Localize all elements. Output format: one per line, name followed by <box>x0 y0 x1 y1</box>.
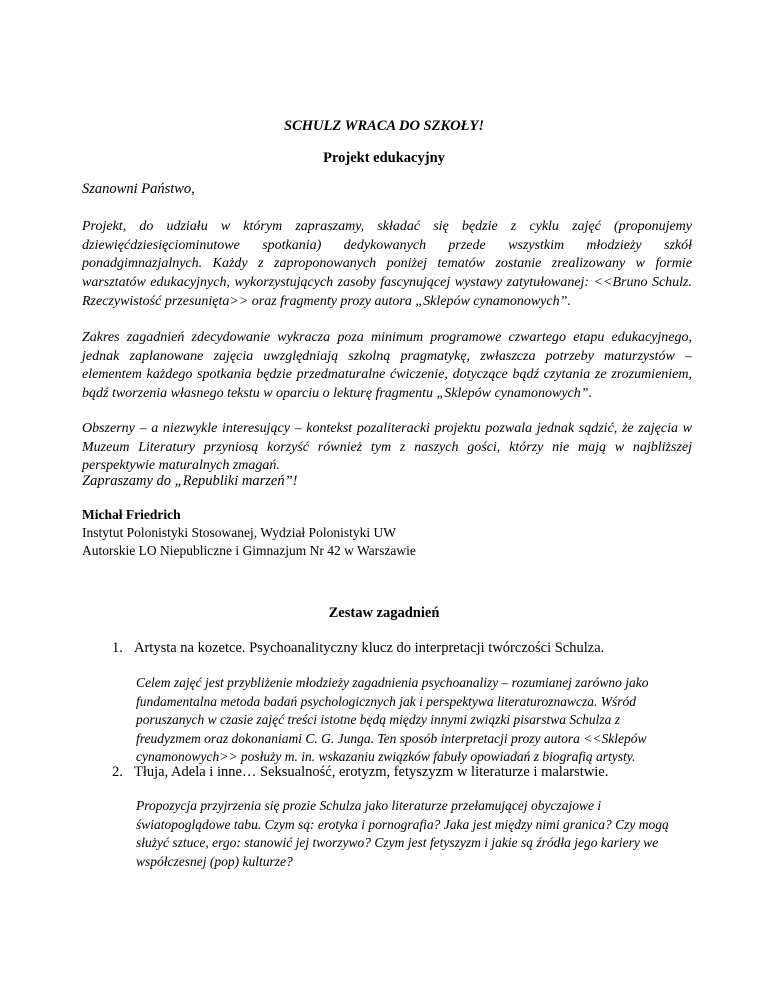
topic-number: 2. <box>112 764 123 780</box>
intro-paragraph-3: Obszerny – a niezwykle interesujący – kontekst pozaliteracki projektu pozwala jednak sądzić, że zajęcia w Muzeum Literatury przyniosą korzyść również tym z naszych gości, którzy nie mają w najbliższej perspektywie maturalnych zmagań. <box>82 421 692 474</box>
topic-item-1 <box>112 640 604 657</box>
signature-affiliation-1: Instytut Polonistyki Stosowanej, Wydział Polonistyki UW <box>82 525 396 540</box>
topics-heading: Zestaw zagadnień <box>328 605 440 621</box>
topic-title: Artysta na kozetce. Psychoanalityczny klucz do interpretacji twórczości Schulza. <box>134 640 605 656</box>
intro-paragraph-2: Zakres zagadnień zdecydowanie wykracza poza minimum programowe czwartego etapu edukacyjnego, jednak zaplanowane zajęcia uwzględniają szkolną pragmatykę, zwłaszcza potrzeby maturzystów – elementem każdego spotkania będzie przedmaturalne ćwiczenie, dotyczące bądź czytania ze zrozumieniem, bądź tworzenia własnego tekstu w oparciu o lekturę fragmentu „Sklepów cynamonowych”. <box>82 330 692 402</box>
document-title: SCHULZ WRACA DO SZKOŁY! <box>284 118 484 134</box>
document-subtitle: Projekt edukacyjny <box>323 150 445 166</box>
signature-affiliation-2: Autorskie LO Niepubliczne i Gimnazjum Nr 42 w Warszawie <box>82 543 416 558</box>
intro-paragraph-1: Projekt, do udziału w którym zapraszamy, składać się będzie z cyklu zajęć (proponujemy dziewięćdziesięciominutowe spotkania) dedykowanych przede wszystkim młodzieży szkół ponadgimnazjalnych. Każdy z zaproponowanych poniżej tematów zostanie zrealizowany w formie warsztatów edukacyjnych, wykorzystujących zasoby fascynującej wystawy zatytułowanej: <<Bruno Schulz. Rzeczywistość przesunięta>> oraz fragmenty prozy autora „Sklepów cynamonowych”. <box>82 219 692 309</box>
signature-block <box>82 506 416 560</box>
topic-title: Tłuja, Adela i inne… Seksualność, erotyzm, fetyszyzm w literaturze i malarstwie. <box>134 764 609 780</box>
greeting: Szanowni Państwo, <box>82 181 195 197</box>
topic-description-2: Propozycja przyjrzenia się prozie Schulza jako literaturze przełamującej obyczajowe i światopoglądowe tabu. Czym są: erotyka i pornografia? Jaka jest między nimi granica? Czy mogą służyć sztuce, ergo: stanowić jej tworzywo? Czym jest fetyszyzm i jakie są źródła jego kariery we współczesnej (pop) kulturze? <box>136 798 669 869</box>
topic-description-1: Celem zajęć jest przybliżenie młodzieży zagadnienia psychoanalizy – rozumianej zarówno jako fundamentalna metoda badań psychologicznych jak i perspektywa literaturoznawcza. Wśród poruszanych w czasie zajęć treści istotne będą między innymi związki pisarstwa Schulza z freudyzmem oraz dokonaniami C. G. Junga. Ten sposób interpretacji prozy autora <<Sklepów cynamonowych>> posłuży m. in. wskazaniu związków fabuły opowiadań z biografią artysty. <box>136 675 649 765</box>
topic-item-2 <box>112 764 608 781</box>
invitation-line: Zapraszamy do „Republiki marzeń”! <box>82 473 298 489</box>
topic-number: 1. <box>112 640 123 656</box>
signature-name: Michał Friedrich <box>82 507 181 522</box>
